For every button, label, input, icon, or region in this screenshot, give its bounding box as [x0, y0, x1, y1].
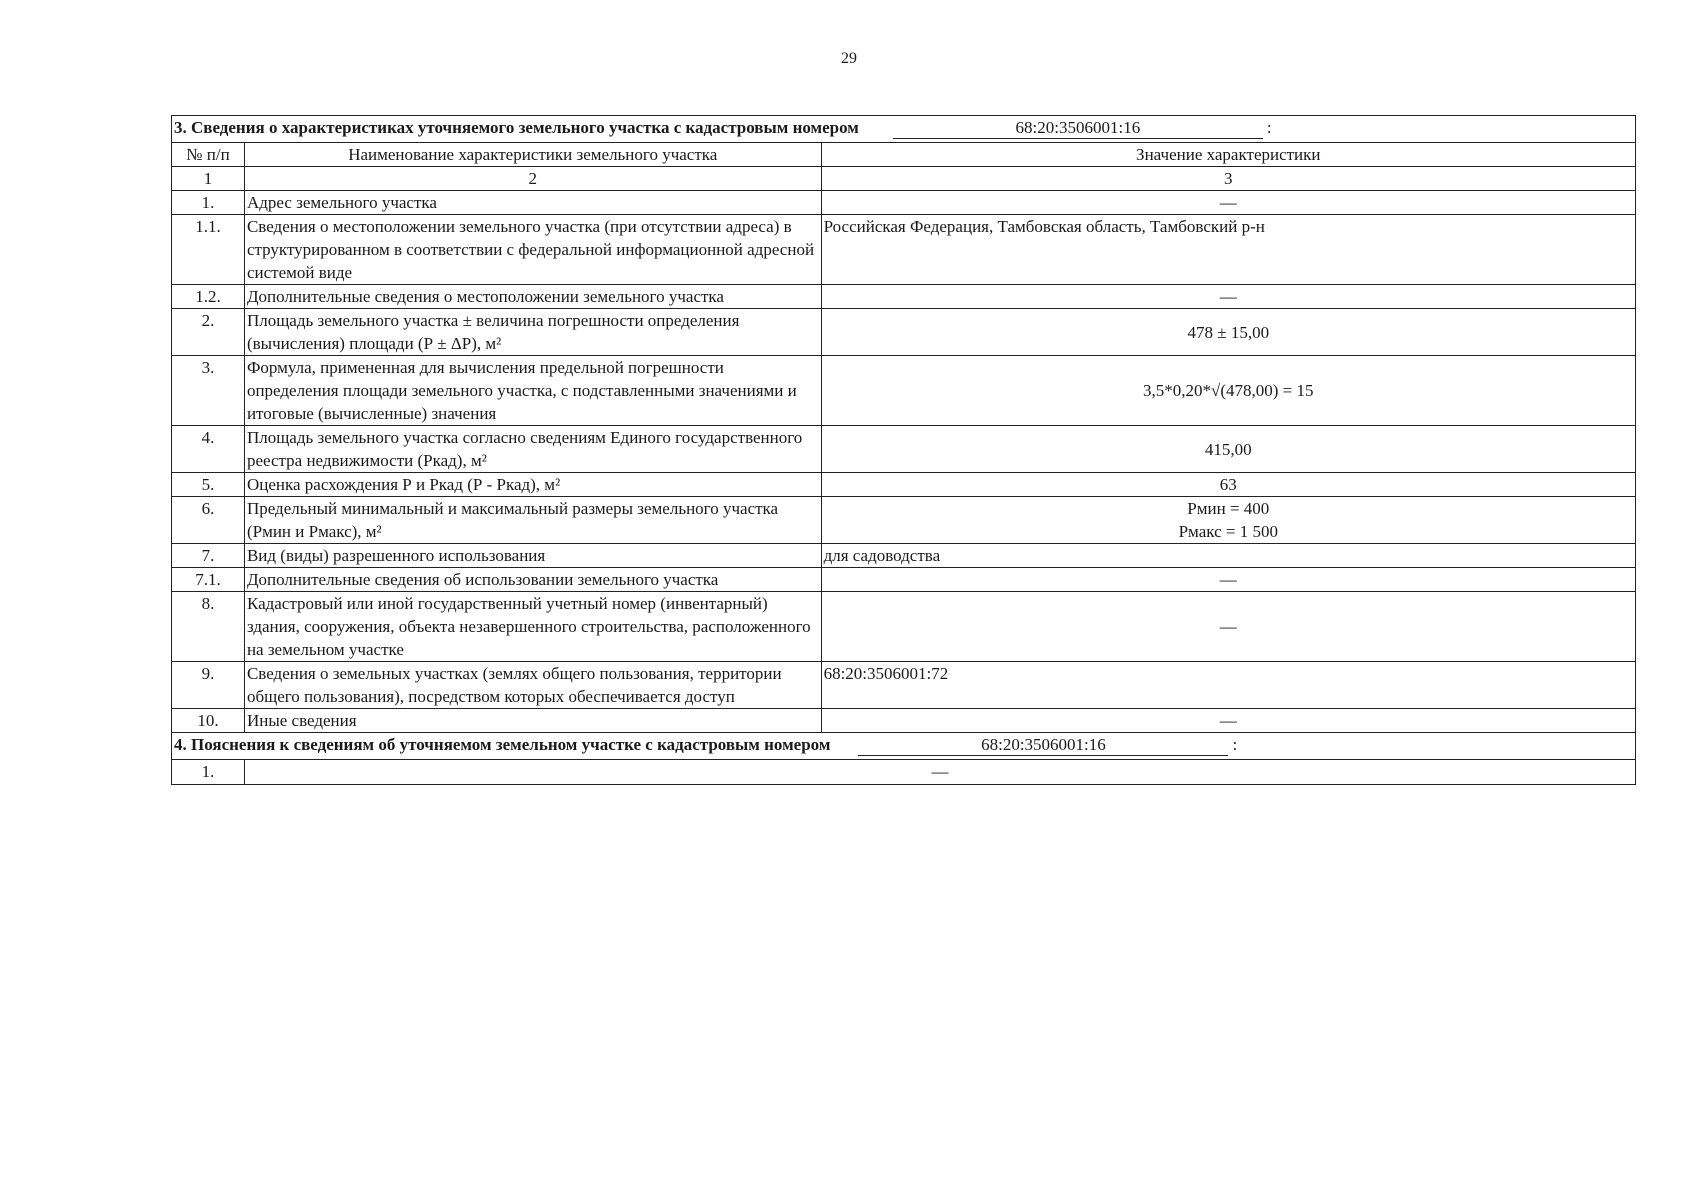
table-row — [172, 662, 1636, 709]
header-number: № п/п — [172, 143, 245, 167]
row-name: Иные сведения — [244, 709, 821, 733]
row-name: Дополнительные сведения о местоположении земельного участка — [244, 285, 821, 309]
table-row — [172, 426, 1636, 473]
column-number-2: 2 — [244, 167, 821, 191]
cadastral-characteristics-table — [171, 115, 1636, 785]
row-number: 5. — [172, 473, 245, 497]
section3-colon: : — [1266, 118, 1272, 137]
section4-row — [172, 760, 1636, 785]
row-value-max: Рмакс = 1 500 — [1178, 522, 1278, 541]
row-name: Оценка расхождения Р и Ркад (Р - Ркад), м² — [244, 473, 821, 497]
section3-title-cell — [172, 116, 1636, 143]
row-value: 68:20:3506001:72 — [821, 662, 1635, 709]
table-row — [172, 215, 1636, 285]
row-value: 3,5*0,20*√(478,00) = 15 — [821, 356, 1635, 426]
header-name: Наименование характеристики земельного участка — [244, 143, 821, 167]
section4-cadastral-number: 68:20:3506001:16 — [858, 735, 1228, 756]
section4-title: 4. Пояснения к сведениям об уточняемом земельном участке с кадастровым номером — [174, 735, 831, 754]
row-value: — — [821, 592, 1635, 662]
column-number-1: 1 — [172, 167, 245, 191]
row-name: Сведения о местоположении земельного участка (при отсутствии адреса) в структурированном в соответствии с федеральной информационной адресной системой виде — [244, 215, 821, 285]
row-number: 1. — [172, 760, 245, 785]
row-number: 7. — [172, 544, 245, 568]
section4-colon: : — [1232, 735, 1238, 754]
row-value: — — [821, 709, 1635, 733]
section3-title-row — [172, 116, 1636, 143]
table-row — [172, 191, 1636, 215]
table-row — [172, 709, 1636, 733]
section4-title-cell — [172, 733, 1636, 760]
row-name: Площадь земельного участка ± величина погрешности определения (вычисления) площади (Р ± ΔР), м² — [244, 309, 821, 356]
table-row — [172, 473, 1636, 497]
section4-title-row — [172, 733, 1636, 760]
row-value-min: Рмин = 400 — [1187, 499, 1270, 518]
row-value: — — [821, 568, 1635, 592]
table-row — [172, 497, 1636, 544]
row-number: 1. — [172, 191, 245, 215]
section3-cadastral-number: 68:20:3506001:16 — [893, 118, 1263, 139]
section3-title: 3. Сведения о характеристиках уточняемого земельного участка с кадастровым номером — [174, 118, 859, 137]
row-value: для садоводства — [821, 544, 1635, 568]
table-row — [172, 592, 1636, 662]
row-number: 6. — [172, 497, 245, 544]
table-row — [172, 356, 1636, 426]
table-row — [172, 285, 1636, 309]
row-value: Российская Федерация, Тамбовская область, Тамбовский р-н — [821, 215, 1635, 285]
row-value: 63 — [821, 473, 1635, 497]
row-value: — — [821, 285, 1635, 309]
row-name: Кадастровый или иной государственный учетный номер (инвентарный) здания, сооружения, объекта незавершенного строительства, расположенного на земельном участке — [244, 592, 821, 662]
column-numbers-row — [172, 167, 1636, 191]
row-number: 7.1. — [172, 568, 245, 592]
row-name: Формула, примененная для вычисления предельной погрешности определения площади земельного участка, с подставленными значениями и итоговые (вычисленные) значения — [244, 356, 821, 426]
row-value: — — [244, 760, 1635, 785]
row-number: 3. — [172, 356, 245, 426]
row-name: Дополнительные сведения об использовании земельного участка — [244, 568, 821, 592]
row-number: 4. — [172, 426, 245, 473]
row-number: 1.2. — [172, 285, 245, 309]
table-row — [172, 309, 1636, 356]
row-number: 1.1. — [172, 215, 245, 285]
header-value: Значение характеристики — [821, 143, 1635, 167]
row-value: 478 ± 15,00 — [821, 309, 1635, 356]
column-number-3: 3 — [821, 167, 1635, 191]
row-number: 9. — [172, 662, 245, 709]
row-name: Вид (виды) разрешенного использования — [244, 544, 821, 568]
row-name: Сведения о земельных участках (землях общего пользования, территории общего пользования), посредством которых обеспечивается доступ — [244, 662, 821, 709]
row-number: 2. — [172, 309, 245, 356]
row-name: Площадь земельного участка согласно сведениям Единого государственного реестра недвижимости (Ркад), м² — [244, 426, 821, 473]
row-name: Предельный минимальный и максимальный размеры земельного участка (Рмин и Рмакс), м² — [244, 497, 821, 544]
table-row — [172, 544, 1636, 568]
row-name: Адрес земельного участка — [244, 191, 821, 215]
row-number: 10. — [172, 709, 245, 733]
row-number: 8. — [172, 592, 245, 662]
table-header-row — [172, 143, 1636, 167]
row-value: — — [821, 191, 1635, 215]
page-number: 29 — [841, 50, 857, 67]
row-value: 415,00 — [821, 426, 1635, 473]
table-row — [172, 568, 1636, 592]
row-value — [821, 497, 1635, 544]
